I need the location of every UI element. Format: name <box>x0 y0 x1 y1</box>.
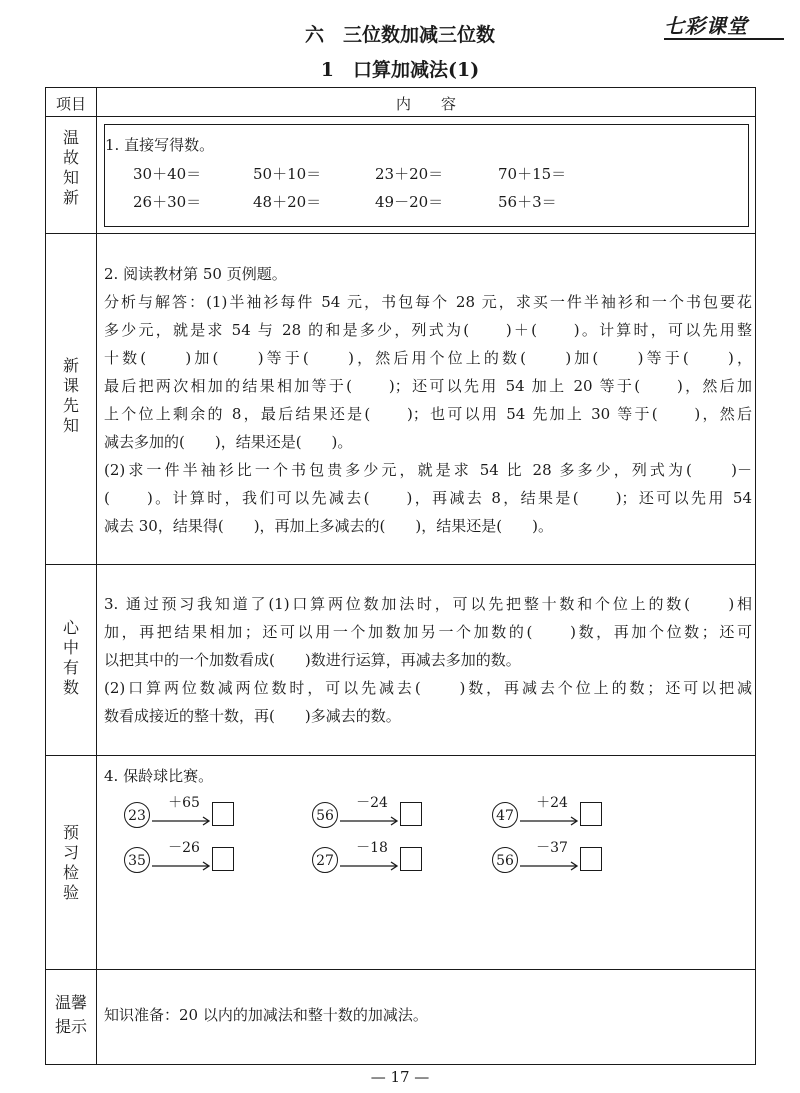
q4-title: 4. 保龄球比赛。 <box>104 767 214 785</box>
q1-item: 49－20＝ <box>375 193 444 211</box>
label-char: 温 <box>62 128 79 147</box>
new-content <box>96 240 756 558</box>
start-circle: 56 <box>492 847 518 873</box>
header-col-item: 项目 <box>55 95 86 113</box>
q1-item: 30＋40＝ <box>133 165 202 183</box>
q1-item: 23＋20＝ <box>375 165 444 183</box>
q3-line: 数看成接近的整十数，再( )多减去的数。 <box>104 707 401 725</box>
bowling-problem <box>312 796 422 830</box>
label-line: 提示 <box>54 1017 87 1036</box>
operation-label: ＋65 <box>168 795 200 811</box>
bowling-problem <box>492 841 602 875</box>
arrow-icon <box>152 861 212 871</box>
q3-line: 3. 通过预习我知道了(1)口算两位数加法时，可以先把整十数和个位上的数( )相 <box>104 595 752 613</box>
operation-label: －37 <box>536 840 568 856</box>
section-label-check <box>46 823 96 903</box>
chapter-title: 六 三位数加减三位数 <box>304 24 495 46</box>
tip-text: 知识准备：20 以内的加减法和整十数的加减法。 <box>104 1006 428 1024</box>
mind-content <box>96 570 756 750</box>
start-circle: 47 <box>492 802 518 828</box>
row-divider-1 <box>46 233 755 234</box>
q1-item: 56＋3＝ <box>498 193 557 211</box>
q3-line: 以把其中的一个加数看成( )数进行运算，再减去多加的数。 <box>104 651 521 669</box>
start-circle: 23 <box>124 802 150 828</box>
row-divider-2 <box>46 564 755 565</box>
section-label-mind <box>46 618 96 698</box>
operation-label: －26 <box>168 840 200 856</box>
answer-box[interactable] <box>400 802 422 826</box>
bowling-problem <box>124 841 234 875</box>
operation-label: －24 <box>356 795 388 811</box>
q2-line: 最后把两次相加的结果相加等于( )；还可以先用 54 加上 20 等于( )，然后加 <box>104 377 752 395</box>
page-number: — 17 — <box>370 1068 430 1086</box>
label-char: 习 <box>62 843 79 862</box>
q1-item: 26＋30＝ <box>133 193 202 211</box>
label-char: 先 <box>62 396 79 415</box>
answer-box[interactable] <box>580 802 602 826</box>
bowling-problem <box>124 796 234 830</box>
arrow-icon <box>340 861 400 871</box>
label-char: 知 <box>62 416 79 435</box>
q2-line: 减去多加的( )，结果还是( )。 <box>104 433 353 451</box>
row-divider-3 <box>46 755 755 756</box>
arrow-icon <box>152 816 212 826</box>
label-char: 检 <box>62 863 79 882</box>
q2-title: 2. 阅读教材第 50 页例题。 <box>104 265 287 283</box>
header-divider <box>46 116 755 117</box>
label-char: 中 <box>62 638 79 657</box>
brand-text: 七彩课堂 <box>664 14 748 38</box>
operation-label: －18 <box>356 840 388 856</box>
review-box <box>104 124 749 227</box>
q3-line: 加，再把结果相加；还可以用一个加数加另一个加数的( )数，再加个位数；还可 <box>104 623 752 641</box>
section-label-new <box>46 356 96 436</box>
arrow-icon <box>520 861 580 871</box>
q3-line: (2)口算两位数减两位数时，可以先减去( )数，再减去个位上的数；还可以把减 <box>104 679 752 697</box>
answer-box[interactable] <box>212 802 234 826</box>
label-char: 预 <box>62 823 79 842</box>
lesson-title: 1 口算加减法(1) <box>320 59 480 81</box>
answer-box[interactable] <box>212 847 234 871</box>
label-char: 课 <box>62 376 79 395</box>
q2-line: 多少元，就是求 54 与 28 的和是多少，列式为( )＋( )。计算时，可以先用整 <box>104 321 752 339</box>
bowling-problem <box>492 796 602 830</box>
start-circle: 56 <box>312 802 338 828</box>
label-char: 有 <box>62 658 79 677</box>
label-char: 心 <box>62 618 79 637</box>
bowling-problem <box>312 841 422 875</box>
q1-item: 48＋20＝ <box>253 193 322 211</box>
label-char: 故 <box>62 148 79 167</box>
operation-label: ＋24 <box>536 795 568 811</box>
q2-line: 分析与解答：(1)半袖衫每件 54 元，书包每个 28 元，求买一件半袖衫和一个书包要花 <box>104 293 752 311</box>
q2-line: ( )。计算时，我们可以先减去( )，再减去 8，结果是( )；还可以先用 54 <box>104 489 752 507</box>
header-col-content: 内 容 <box>395 95 456 113</box>
q1-title-text: 1. 直接写得数。 <box>105 136 215 154</box>
label-char: 知 <box>62 168 79 187</box>
section-label-tip <box>46 993 96 1037</box>
q2-line: 十数( )加( )等于( )，然后用个位上的数( )加( )等于( )， <box>104 349 752 367</box>
row-divider-4 <box>46 969 755 970</box>
label-char: 新 <box>62 356 79 375</box>
q1-item: 50＋10＝ <box>253 165 322 183</box>
q1-item: 70＋15＝ <box>498 165 567 183</box>
start-circle: 27 <box>312 847 338 873</box>
start-circle: 35 <box>124 847 150 873</box>
q2-line: 上个位上剩余的 8，最后结果还是( )；也可以用 54 先加上 30 等于( )，然后 <box>104 405 752 423</box>
arrow-icon <box>340 816 400 826</box>
q2-line: 减去 30，结果得( )，再加上多减去的( )，结果还是( )。 <box>104 517 553 535</box>
answer-box[interactable] <box>580 847 602 871</box>
worksheet-table <box>45 87 756 1065</box>
label-char: 验 <box>62 883 79 902</box>
answer-box[interactable] <box>400 847 422 871</box>
arrow-icon <box>520 816 580 826</box>
label-char: 数 <box>62 678 79 697</box>
section-label-review <box>46 128 96 208</box>
label-char: 新 <box>62 188 79 207</box>
label-line: 温馨 <box>54 993 87 1012</box>
q2-line: (2)求一件半袖衫比一个书包贵多少元，就是求 54 比 28 多多少，列式为( )－ <box>104 461 752 479</box>
